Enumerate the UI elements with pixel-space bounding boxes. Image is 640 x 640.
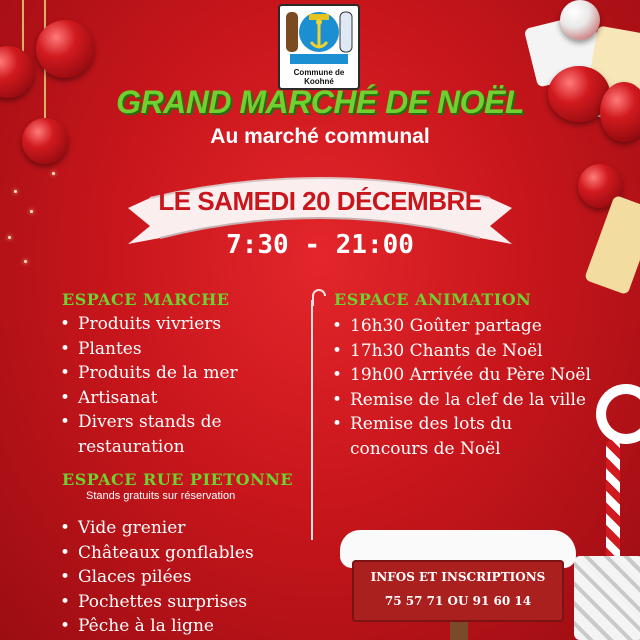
list-item: • Châteaux gonflables — [58, 541, 318, 566]
list-item: • Pêche à la ligne — [58, 614, 318, 639]
candy-cane-icon — [596, 384, 640, 444]
event-date: LE SAMEDI 20 DÉCEMBRE — [158, 186, 482, 216]
list-item: • 19h00 Arrivée du Père Noël — [330, 363, 592, 388]
ornament-ball-icon — [560, 0, 600, 40]
list-pietonne — [58, 516, 318, 639]
ornament-ball-icon — [36, 20, 94, 78]
candy-cane-hook-icon — [300, 286, 326, 306]
page-title: GRAND MARCHÉ DE NOËL — [116, 84, 524, 120]
section-title-animation: ESPACE ANIMATION — [334, 290, 532, 309]
list-item: • Remise de la clef de la ville — [330, 388, 592, 413]
commune-logo — [278, 4, 360, 90]
list-item: • Vide grenier — [58, 516, 318, 541]
candy-cane-icon — [606, 440, 620, 570]
event-time: 7:30 - 21:00 — [226, 230, 414, 260]
info-phone: 75 57 71 OU 91 60 14 — [384, 594, 532, 608]
list-item: • Artisanat — [58, 386, 298, 411]
column-divider — [311, 300, 313, 540]
list-item: • Produits de la mer — [58, 361, 298, 386]
sparkle-icon — [24, 260, 27, 263]
logo-caption: Commune de Koohné — [293, 68, 345, 86]
list-item: • 16h30 Goûter partage — [330, 314, 592, 339]
list-item: • 17h30 Chants de Noël — [330, 339, 592, 364]
list-item: • Produits vivriers — [58, 312, 298, 337]
sign-post — [450, 620, 468, 640]
sparkle-icon — [52, 172, 55, 175]
section-title-marche: ESPACE MARCHE — [62, 290, 230, 309]
list-item: • Plantes — [58, 337, 298, 362]
reservation-note: Stands gratuits sur réservation — [86, 490, 236, 502]
list-item: • Remise des lots du concours de Noël — [330, 412, 592, 461]
list-item: • Pochettes surprises — [58, 590, 318, 615]
info-title: INFOS ET INSCRIPTIONS — [370, 570, 546, 584]
date-ribbon — [120, 168, 520, 278]
section-title-pietonne: ESPACE RUE PIETONNE — [62, 470, 294, 489]
page-subtitle: Au marché communal — [210, 125, 430, 148]
gift-box-icon — [574, 556, 640, 640]
list-marche — [58, 312, 298, 459]
list-animation — [330, 314, 592, 461]
list-item: • Divers stands de restauration — [58, 410, 298, 459]
commune-emblem-icon — [280, 6, 358, 72]
list-item: • Glaces pilées — [58, 565, 318, 590]
